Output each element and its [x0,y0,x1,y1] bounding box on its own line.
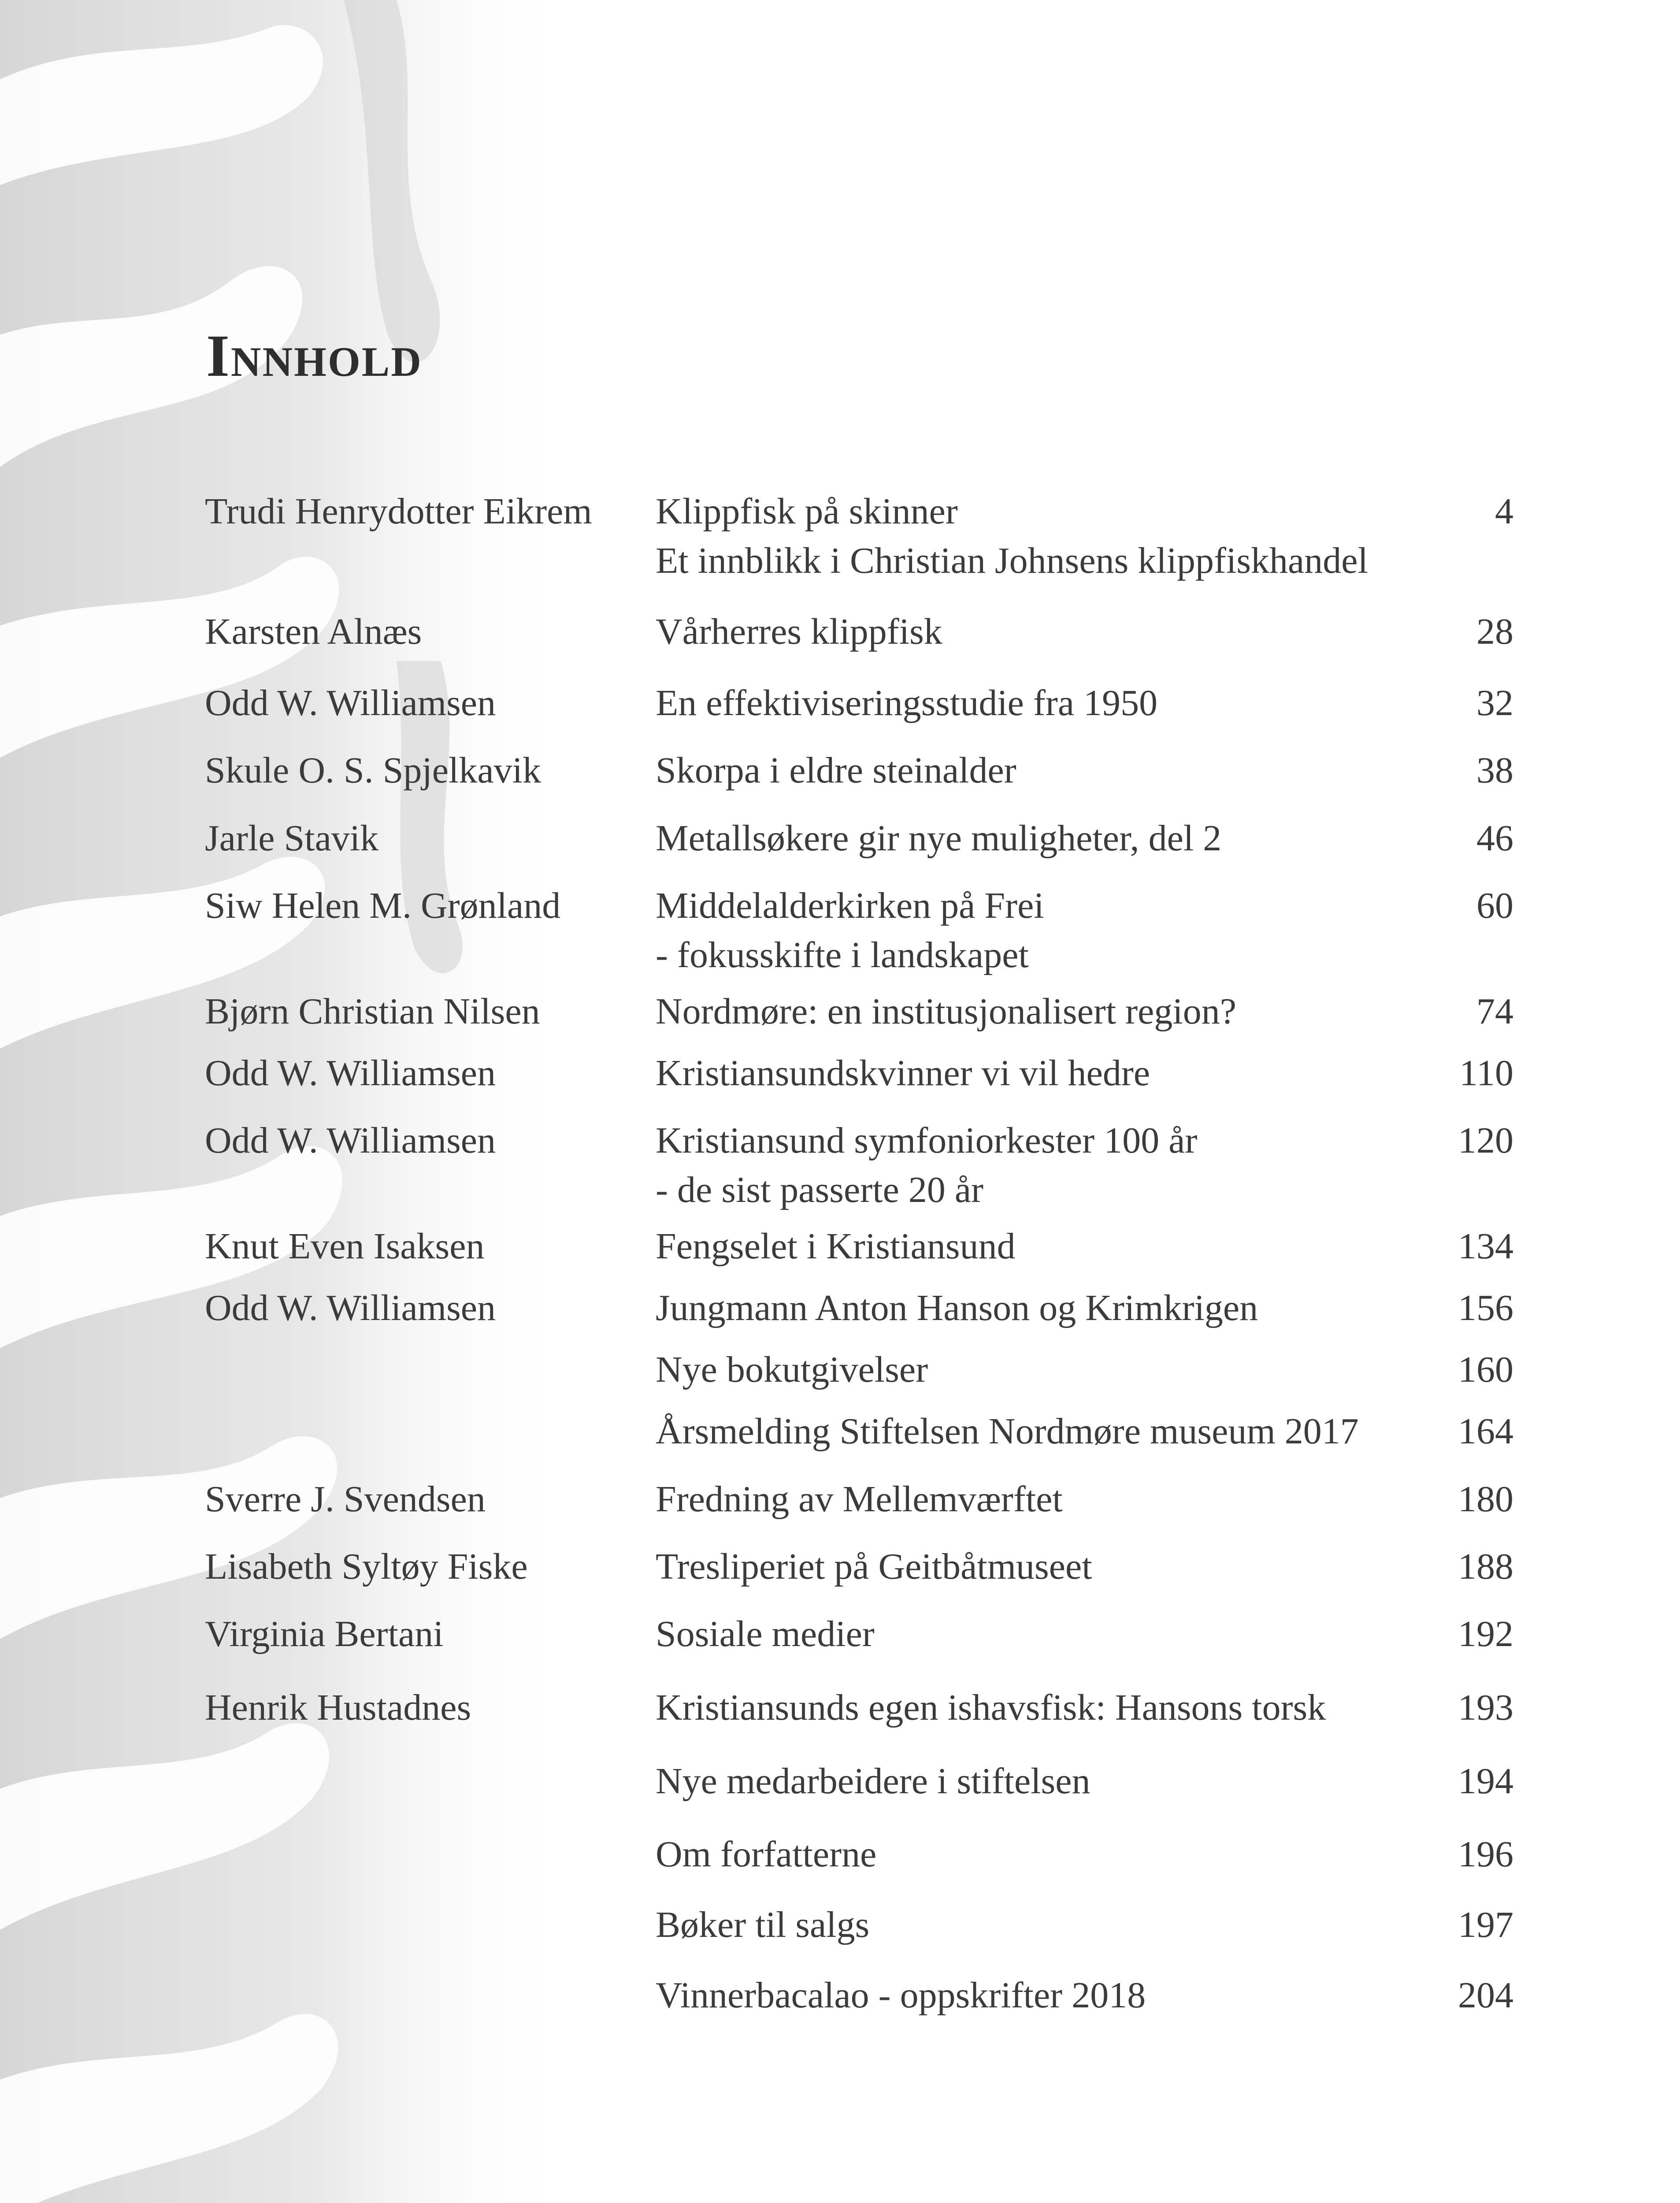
toc-title: Fredning av Mellemværftet [656,1479,1063,1520]
toc-page-number: 197 [1458,1904,1513,1945]
toc-page-number: 164 [1458,1411,1513,1452]
toc-page-number: 134 [1458,1226,1513,1267]
toc-page-number: 156 [1458,1287,1513,1328]
toc-title: Nordmøre: en institusjonalisert region? [656,991,1237,1032]
toc-page-number: 60 [1476,885,1513,926]
toc-author: Lisabeth Syltøy Fiske [205,1546,528,1587]
toc-author: Trudi Henrydotter Eikrem [205,491,592,532]
toc-page-number: 110 [1459,1053,1513,1094]
toc-title: Kristiansundskvinner vi vil hedre [656,1053,1150,1094]
toc-page-number: 120 [1458,1120,1513,1161]
toc-author: Siw Helen M. Grønland [205,885,561,926]
toc-author: Knut Even Isaksen [205,1226,485,1267]
toc-title: Kristiansund symfoniorkester 100 år [656,1120,1198,1161]
toc-page-number: 194 [1458,1761,1513,1802]
toc-page-number: 32 [1476,682,1513,723]
toc-subtitle: - fokusskifte i landskapet [656,935,1029,975]
toc-author: Bjørn Christian Nilsen [205,991,540,1032]
toc-title: Nye bokutgivelser [656,1349,928,1390]
toc-page-number: 160 [1458,1349,1513,1390]
toc-subtitle: Et innblikk i Christian Johnsens klippfiskhandel [656,540,1368,581]
toc-title: Bøker til salgs [656,1904,870,1945]
toc-page-number: 192 [1458,1613,1513,1654]
toc-author: Odd W. Williamsen [205,1287,496,1328]
page-title: Innhold [206,323,423,389]
toc-author: Virginia Bertani [205,1613,444,1654]
toc-author: Karsten Alnæs [205,611,422,652]
toc-title: Middelalderkirken på Frei [656,885,1044,926]
toc-title: Kristiansunds egen ishavsfisk: Hansons torsk [656,1687,1326,1728]
toc-title: Nye medarbeidere i stiftelsen [656,1761,1090,1802]
toc-title: Årsmelding Stiftelsen Nordmøre museum 2017 [656,1411,1359,1452]
toc-page-number: 188 [1458,1546,1513,1587]
toc-page-number: 38 [1476,750,1513,791]
toc-author: Odd W. Williamsen [205,1053,496,1094]
toc-title: Jungmann Anton Hanson og Krimkrigen [656,1287,1258,1328]
toc-title: Sosiale medier [656,1613,875,1654]
toc-author: Jarle Stavik [205,818,379,859]
toc-title: Vinnerbacalao - oppskrifter 2018 [656,1975,1146,2016]
toc-author: Skule O. S. Spjelkavik [205,750,541,791]
toc-title: Skorpa i eldre steinalder [656,750,1016,791]
toc-subtitle: - de sist passerte 20 år [656,1169,984,1210]
toc-title: En effektiviseringsstudie fra 1950 [656,682,1158,723]
toc-page-number: 4 [1495,491,1513,532]
toc-title: Klippfisk på skinner [656,491,958,532]
toc-title: Om forfatterne [656,1834,877,1875]
toc-page-number: 196 [1458,1834,1513,1875]
toc-author: Odd W. Williamsen [205,1120,496,1161]
toc-author: Odd W. Williamsen [205,682,496,723]
toc-page-number: 204 [1458,1975,1513,2016]
toc-title: Metallsøkere gir nye muligheter, del 2 [656,818,1222,859]
toc-page-number: 46 [1476,818,1513,859]
toc-title: Vårherres klippfisk [656,611,942,652]
toc-title: Tresliperiet på Geitbåtmuseet [656,1546,1092,1587]
toc-page-number: 193 [1458,1687,1513,1728]
toc-author: Sverre J. Svendsen [205,1479,486,1520]
toc-page-number: 180 [1458,1479,1513,1520]
toc-page-number: 28 [1476,611,1513,652]
toc-author: Henrik Hustadnes [205,1687,471,1728]
toc-page-number: 74 [1476,991,1513,1032]
toc-title: Fengselet i Kristiansund [656,1226,1016,1267]
